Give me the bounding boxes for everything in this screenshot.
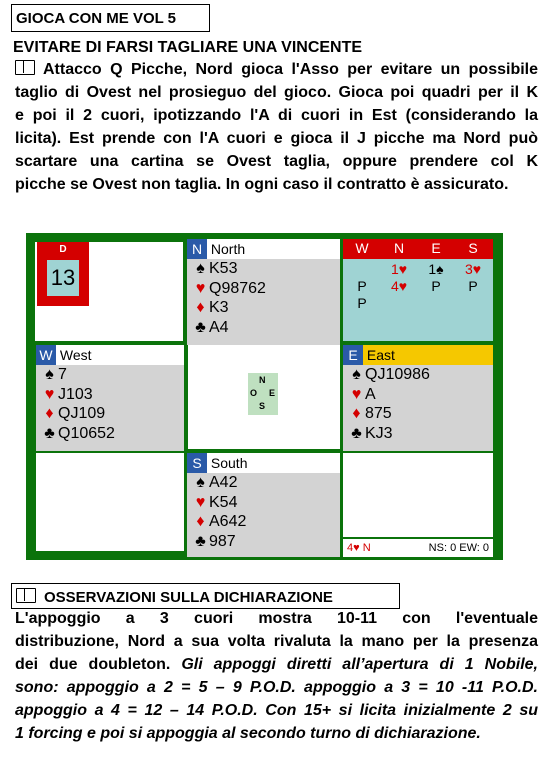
dealer-label: D: [59, 244, 67, 255]
intro-line: taglio di Ovest nel prosieguo del gioco. Gioca poi quadri per il K: [15, 84, 538, 101]
intro-line: scartare una cartina se Ovest taglia, oppure prendere col K: [15, 153, 538, 170]
club-icon: ♣: [195, 532, 206, 550]
seat-badge-west: W: [36, 345, 56, 365]
east-hand: [343, 345, 493, 451]
south-diamonds: ♦ A642: [187, 512, 340, 532]
compass-e: E: [269, 388, 276, 398]
intro-line: picche se Ovest non taglia. In ogni caso il contratto è assicurato.: [15, 176, 509, 193]
north-spades: ♠ K53: [187, 259, 340, 279]
spade-icon: ♠: [352, 366, 361, 383]
observations-paragraph: [15, 607, 538, 745]
bridge-board: [26, 233, 503, 560]
north-diamonds: ♦ K3: [187, 298, 340, 318]
seat-badge-east: E: [343, 345, 363, 365]
spade-icon: ♠: [196, 260, 205, 277]
west-diamonds: ♦ QJ109: [36, 404, 184, 424]
obs-line: dei due doubleton. Gli appoggi diretti all’apertura di 1 Nobile,: [15, 656, 538, 673]
empty-cell-se: [343, 453, 493, 537]
diamond-icon: ♦: [196, 513, 205, 530]
west-header: [36, 345, 184, 365]
seat-name-south: South: [210, 455, 248, 471]
dealer-indicator: [37, 242, 89, 306]
club-icon: ♣: [195, 318, 206, 336]
score: NS: 0 EW: 0: [428, 542, 489, 554]
compass-icon: [248, 373, 278, 415]
obs-line: distribuzione, Nord a sua volta rivaluta la mano per la presenza: [15, 633, 538, 650]
south-clubs: ♣ 987: [187, 532, 340, 552]
north-header: [187, 239, 340, 259]
diamond-icon: ♦: [45, 405, 54, 422]
section-subtitle: EVITARE DI FARSI TAGLIARE UNA VINCENTE: [13, 39, 363, 56]
seat-name-west: West: [59, 347, 92, 363]
auction-col-s: S: [468, 240, 478, 256]
bid: P: [357, 278, 367, 294]
west-hearts: ♥ J103: [36, 385, 184, 405]
auction-panel: [343, 239, 493, 341]
bid: 4♥: [390, 278, 408, 294]
obs-line: appoggio a 4 = 12 – 14 P.O.D. Con 15+ si licita inizialmente 2 su: [15, 702, 538, 719]
document-title: GIOCA CON ME VOL 5: [16, 10, 177, 27]
table-center: [188, 345, 340, 449]
north-hand: [187, 239, 340, 345]
south-hand: [187, 453, 340, 557]
intro-line: Attacco Q Picche, Nord gioca l'Asso per evitare un possibile: [15, 58, 538, 81]
dealer-panel: [35, 242, 183, 341]
obs-line: sono: appoggio a 2 = 5 – 9 P.O.D. appoggio a 3 = 10 -11 P.O.D.: [15, 679, 538, 696]
contract: 4♥ N: [347, 542, 371, 554]
auction-col-n: N: [393, 240, 405, 256]
bid: P: [357, 295, 367, 311]
north-hearts: ♥ Q98762: [187, 279, 340, 299]
contract-info-bar: [343, 539, 493, 557]
compass-o: O: [250, 388, 258, 398]
compass-n: N: [259, 375, 266, 385]
document-title-box: [11, 4, 210, 32]
bid: P: [468, 278, 478, 294]
west-clubs: ♣ Q10652: [36, 424, 184, 444]
intro-line: licita). Est prende con l'A cuori e gioca il J picche ma Nord può: [15, 130, 538, 147]
south-spades: ♠ A42: [187, 473, 340, 493]
seat-name-north: North: [210, 241, 246, 257]
north-clubs: ♣ A4: [187, 318, 340, 338]
compass-s: S: [259, 401, 266, 411]
auction-header: [343, 239, 493, 259]
heart-icon: ♥: [44, 385, 55, 403]
board-number: 13: [47, 260, 79, 296]
diamond-icon: ♦: [352, 405, 361, 422]
east-header: [343, 345, 493, 365]
south-hearts: ♥ K54: [187, 493, 340, 513]
auction-col-e: E: [431, 240, 441, 256]
observations-title-box: [11, 583, 400, 609]
south-header: [187, 453, 340, 473]
obs-line: L'appoggio a 3 cuori mostra 10-11 con l'eventuale: [15, 610, 538, 627]
east-spades: ♠ QJ10986: [343, 365, 493, 385]
east-diamonds: ♦ 875: [343, 404, 493, 424]
seat-badge-north: N: [187, 239, 207, 259]
east-hearts: ♥ A: [343, 385, 493, 405]
auction-col-w: W: [355, 240, 369, 256]
empty-cell-sw: [36, 453, 184, 551]
diamond-icon: ♦: [196, 299, 205, 316]
spade-icon: ♠: [196, 474, 205, 491]
book-icon: [16, 588, 36, 603]
heart-icon: ♥: [195, 493, 206, 511]
intro-paragraph: [15, 58, 538, 196]
club-icon: ♣: [44, 424, 55, 442]
spade-icon: ♠: [45, 366, 54, 383]
seat-name-east: East: [366, 347, 395, 363]
observations-title: OSSERVAZIONI SULLA DICHIARAZIONE: [44, 589, 333, 606]
bid: 1♠: [428, 261, 444, 277]
heart-icon: ♥: [351, 385, 362, 403]
seat-badge-south: S: [187, 453, 207, 473]
intro-line: e poi il 2 cuori, ipotizzando l'A di cuori in Est (considerando la: [15, 107, 538, 124]
east-clubs: ♣ KJ3: [343, 424, 493, 444]
west-hand: [36, 345, 184, 451]
bid: 1♥: [390, 261, 408, 277]
bid: P: [431, 278, 441, 294]
bid: 3♥: [464, 261, 482, 277]
west-spades: ♠ 7: [36, 365, 184, 385]
obs-line: 1 forcing e poi si appoggia al secondo turno di dichiarazione.: [15, 725, 481, 742]
heart-icon: ♥: [195, 279, 206, 297]
book-icon: [15, 60, 35, 75]
club-icon: ♣: [351, 424, 362, 442]
